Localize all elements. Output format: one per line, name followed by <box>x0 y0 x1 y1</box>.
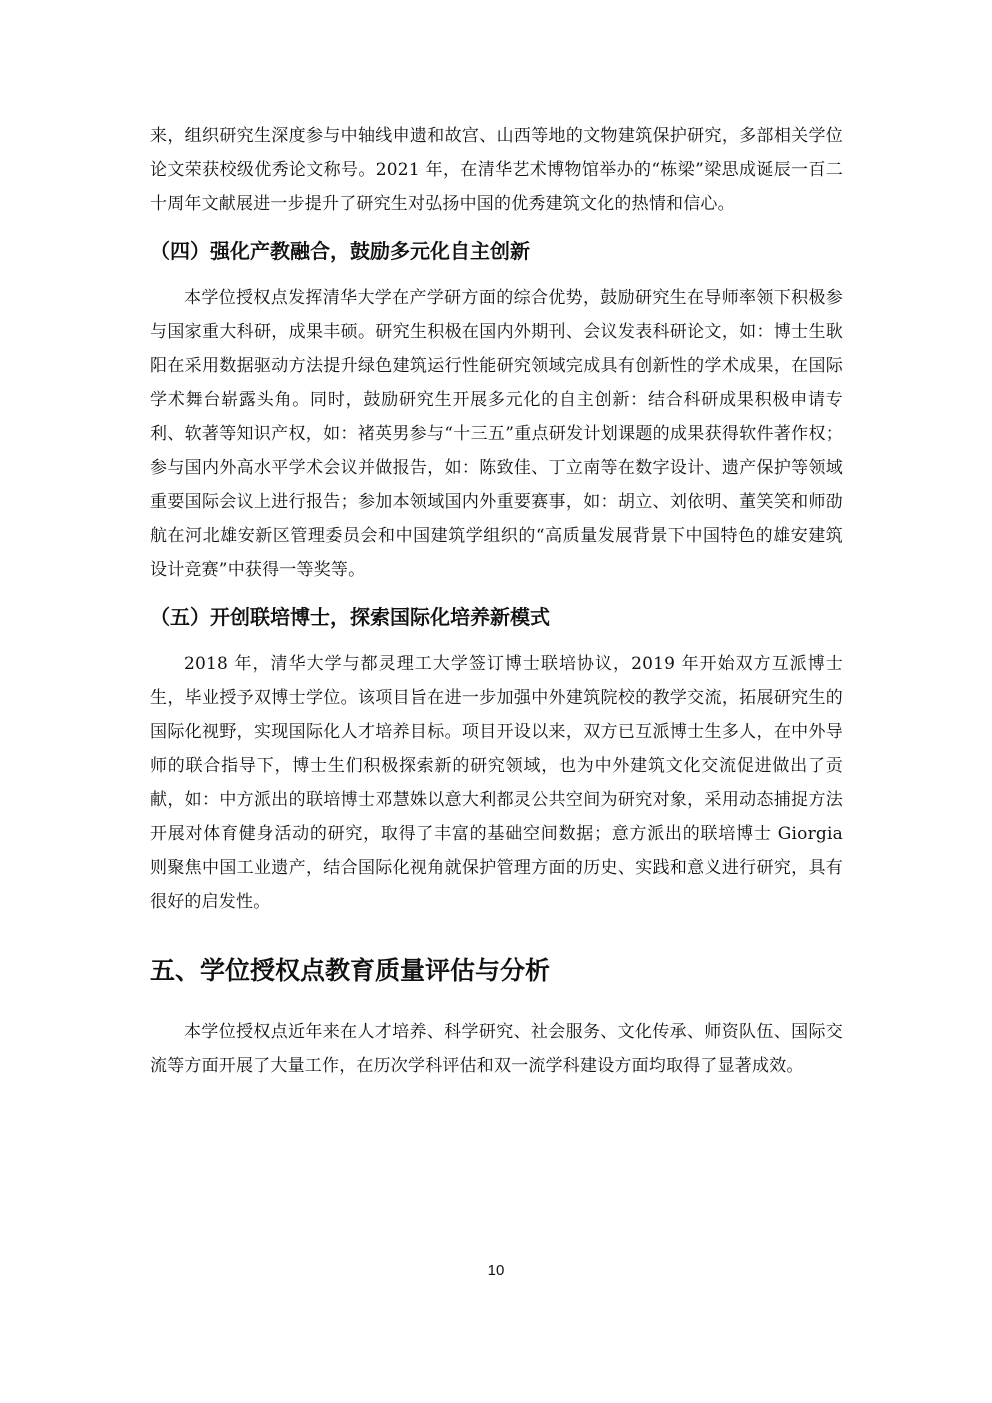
paragraph-continued: 来，组织研究生深度参与中轴线申遗和故宫、山西等地的文物建筑保护研究，多部相关学位论文荣获校级优秀论文称号。2021 年，在清华艺术博物馆举办的“栋梁”梁思成诞辰一百二十周年文献展进一步提升了研究生对弘扬中国的优秀建筑文化的热情和信心。 <box>150 126 843 214</box>
paragraph-industry-education: 本学位授权点发挥清华大学在产学研方面的综合优势，鼓励研究生在导师率领下积极参与国家重大科研，成果丰硕。研究生积极在国内外期刊、会议发表科研论文，如：博士生耿阳在采用数据驱动方法提升绿色建筑运行性能研究领域完成具有创新性的学术成果，在国际学术舞台崭露头角。同时，鼓励研究生开展多元化的自主创新：结合科研成果积极申请专利、软著等知识产权，如：褚英男参与“十三五”重点研发计划课题的成果获得软件著作权；参与国内外高水平学术会议并做报告，如：陈致佳、丁立南等在数字设计、遗产保护等领域重要国际会议上进行报告；参加本领域国内外重要赛事，如：胡立、刘依明、董笑笑和师劭航在河北雄安新区管理委员会和中国建筑学组织的“高质量发展背景下中国特色的雄安建筑设计竞赛”中获得一等奖等。 <box>150 288 843 580</box>
paragraph-quality-evaluation: 本学位授权点近年来在人才培养、科学研究、社会服务、文化传承、师资队伍、国际交流等方面开展了大量工作，在历次学科评估和双一流学科建设方面均取得了显著成效。 <box>150 1022 843 1076</box>
subsection-heading-5: （五）开创联培博士，探索国际化培养新模式 <box>150 605 550 629</box>
section-heading-5: 五、学位授权点教育质量评估与分析 <box>150 956 551 985</box>
document-body <box>150 119 843 1083</box>
paragraph-joint-phd: 2018 年，清华大学与都灵理工大学签订博士联培协议，2019 年开始双方互派博士生，毕业授予双博士学位。该项目旨在进一步加强中外建筑院校的教学交流，拓展研究生的国际化视野，实现国际化人才培养目标。项目开设以来，双方已互派博士生多人，在中外导师的联合指导下，博士生们积极探索新的研究领域，也为中外建筑文化交流促进做出了贡献，如：中方派出的联培博士邓慧姝以意大利都灵公共空间为研究对象，采用动态捕捉方法开展对体育健身活动的研究，取得了丰富的基础空间数据；意方派出的联培博士 Giorgia 则聚焦中国工业遗产，结合国际化视角就保护管理方面的历史、实践和意义进行研究，具有很好的启发性。 <box>150 654 843 912</box>
page-number: 10 <box>487 1262 505 1279</box>
subsection-heading-4: （四）强化产教融合，鼓励多元化自主创新 <box>150 239 530 263</box>
